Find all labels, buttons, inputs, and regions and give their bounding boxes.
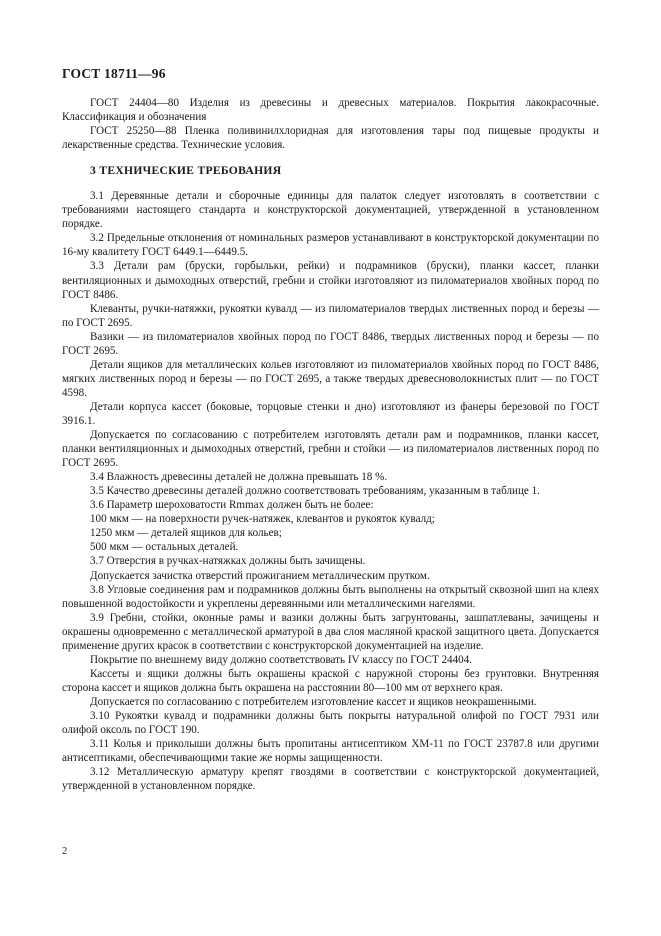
paragraph: 3.7 Отверстия в ручках-натяжках должны быть зачищены.: [90, 555, 366, 568]
paragraph: 3.8 Угловые соединения рам и подрамников должны быть выполнены на открытый сквозной шип на клеях повышенной водостойкости и укреплены деревянными или металлическими нагелями.: [62, 583, 599, 610]
list-item: 1250 мкм — деталей ящиков для кольев;: [90, 527, 282, 540]
standard-header: ГОСТ 18711—96: [62, 66, 166, 81]
paragraph: 3.10 Рукоятки кувалд и подрамники должны быть покрыты натуральной олифой по ГОСТ 7931 или олифой оксоль по ГОСТ 190.: [62, 709, 599, 737]
paragraph: 3.3 Детали рам (бруски, горбыльки, рейки) и подрамников (бруски), планки кассет, планки вентиляционных и дымоходных отверстий, гребни и стойки изготовляют из пиломатериалов хвойных пород по ГОСТ 8486.: [62, 260, 599, 301]
list-item: 100 мкм — на поверхности ручек-натяжек, клевантов и рукояток кувалд;: [90, 513, 435, 526]
document-body: [62, 96, 599, 793]
intro-paragraph: ГОСТ 25250—88 Пленка поливинилхлоридная для изготовления тары под пищевые продукты и лекарственные средства. Технические условия.: [62, 125, 599, 152]
paragraph: 3.9 Гребни, стойки, оконные рамы и вазики должны быть загрунтованы, зашпатлеваны, зачищены и окрашены одновременно с металлической арматурой в два слоя масляной краской защитного цвета. Допускается применение других красок в соответствии с конструкторской документацией на изделие.: [62, 611, 599, 652]
paragraph: Вазики — из пиломатериалов хвойных пород по ГОСТ 8486, твердых лиственных пород и березы — по ГОСТ 2695.: [62, 330, 599, 357]
intro-paragraph: ГОСТ 24404—80 Изделия из древесины и древесных материалов. Покрытия лакокрасочные. Классификация и обозначения: [62, 97, 599, 124]
paragraph: Допускается зачистка отверстий прожиганием металлическим прутком.: [90, 569, 430, 582]
paragraph: 3.12 Металлическую арматуру крепят гвоздями в соответствии с конструкторской документацией, утвержденной в установленном порядке.: [62, 766, 599, 793]
paragraph: Допускается по согласованию с потребителем изготовление кассет и ящиков неокрашенными.: [90, 695, 537, 708]
paragraph: 3.11 Колья и приколыши должны быть пропитаны антисептиком ХМ-11 по ГОСТ 23787.8 или другими антисептиками, обеспечивающими такие же нормы защищенности.: [62, 738, 599, 765]
paragraph: 3.1 Деревянные детали и сборочные единицы для палаток следует изготовлять в соответствии с требованиями настоящего стандарта и конструкторской документацией, утвержденной в установленном порядке.: [62, 190, 599, 231]
paragraph: Покрытие по внешнему виду должно соответствовать IV классу по ГОСТ 24404.: [90, 653, 473, 666]
paragraph: Кассеты и ящики должны быть окрашены краской с наружной стороны без грунтовки. Внутренняя сторона кассет и ящиков должна быть окрашена на расстоянии 80—100 мм от верхнего края.: [62, 667, 599, 694]
paragraph: Допускается по согласованию с потребителем изготовлять детали рам и подрамников, планки кассет, планки вентиляционных и дымоходных отверстий, гребни и стойки — из пиломатериалов лиственных пород по ГОСТ 2695.: [62, 429, 599, 470]
paragraph: 3.4 Влажность древесины деталей не должна превышать 18 %.: [90, 471, 388, 484]
paragraph: Клеванты, ручки-натяжки, рукоятки кувалд — из пиломатериалов твердых лиственных пород и березы — по ГОСТ 2695.: [62, 302, 599, 329]
paragraph: Детали ящиков для металлических кольев изготовляют из пиломатериалов хвойных пород по ГОСТ 8486, мягких лиственных пород и березы — по ГОСТ 2695, а также твердых древесноволокнистых плит — по ГОСТ 4598.: [62, 358, 599, 399]
paragraph: 3.5 Качество древесины деталей должно соответствовать требованиям, указанным в таблице 1.: [90, 485, 540, 498]
list-item: 500 мкм — остальных деталей.: [90, 541, 239, 554]
paragraph: Детали корпуса кассет (боковые, торцовые стенки и дно) изготовляют из фанеры березовой по ГОСТ 3916.1.: [62, 400, 599, 427]
page-number: 2: [62, 846, 68, 857]
section-title: 3 ТЕХНИЧЕСКИЕ ТРЕБОВАНИЯ: [90, 164, 282, 178]
paragraph: 3.2 Предельные отклонения от номинальных размеров устанавливают в конструкторской документации по 16-му квалитету ГОСТ 6449.1—6449.5.: [62, 232, 599, 259]
paragraph: 3.6 Параметр шероховатости Rmmax должен быть не более:: [90, 499, 374, 512]
